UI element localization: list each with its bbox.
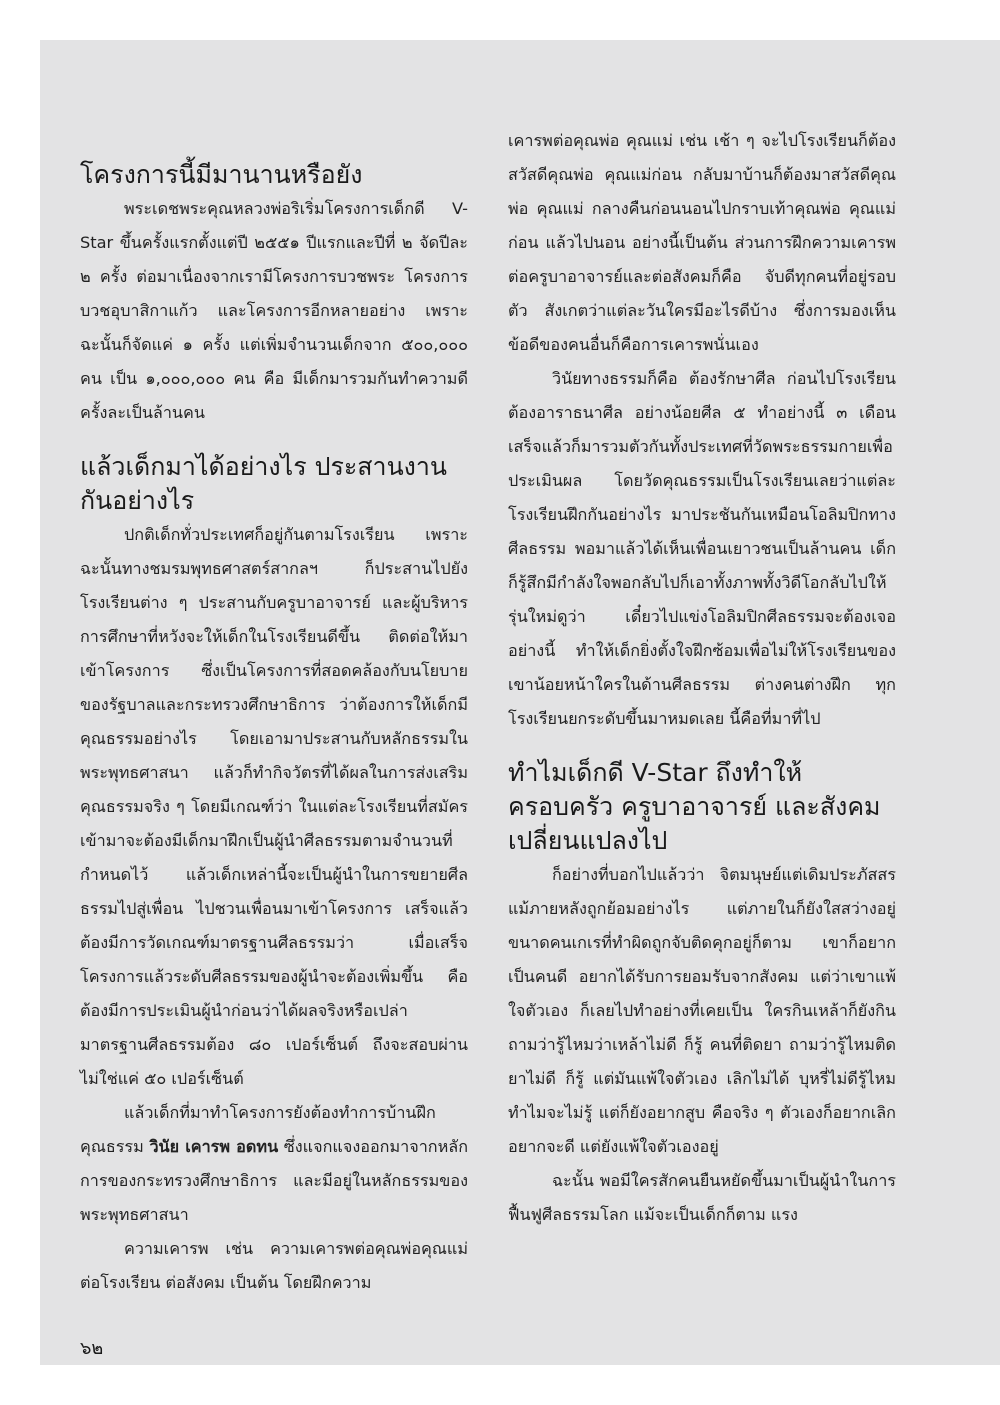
paragraph: เคารพต่อคุณพ่อ คุณแม่ เช่น เช้า ๆ จะไปโรงเรียนก็ต้องสวัสดีคุณพ่อ คุณแม่ก่อน กลับมาบ้านก็ต้องมาสวัสดีคุณพ่อ คุณแม่ กลางคืนก่อนนอนไปกราบเท้าคุณพ่อ คุณแม่ก่อน แล้วไปนอน อย่างนี้เป็นต้น ส่วนการฝึกความเคารพต่อครูบาอาจารย์และต่อสังคมก็คือ จับดีทุกคนที่อยู่รอบตัว สังเกตว่าแต่ละวันใครมีอะไรดีบ้าง ซึ่งการมองเห็นข้อดีของคนอื่นก็คือการเคารพนั่นเอง (508, 131, 896, 354)
paragraph (80, 1096, 468, 1232)
paragraph: ก็อย่างที่บอกไปแล้วว่า จิตมนุษย์แต่เดิมประภัสสร แม้ภายหลังถูกย้อมอย่างไร แต่ภายในก็ยังใสสว่างอยู่ ขนาดคนเกเรที่ทำผิดถูกจับติดคุกอยู่ก็ตาม เขาก็อยากเป็นคนดี อยากได้รับการยอมรับจากสังคม แต่ว่าเขาแพ้ใจตัวเอง ก็เลยไปทำอย่างที่เคยเป็น ใครกินเหล้าก็ยังกิน ถามว่ารู้ไหมว่าเหล้าไม่ดี ก็รู้ คนที่ติดยา ถามว่ารู้ไหมติดยาไม่ดี ก็รู้ แต่มันแพ้ใจตัวเอง เลิกไม่ได้ บุหรี่ไม่ดีรู้ไหม ทำไมจะไม่รู้ แต่ก็ยังอยากสูบ คือจริง ๆ ตัวเองก็อยากเลิก อยากจะดี แต่ยังแพ้ใจตัวเองอยู่ (508, 865, 896, 1156)
paragraph: ฉะนั้น พอมีใครสักคนยืนหยัดขึ้นมาเป็นผู้นำในการฟื้นฟูศีลธรรมโลก แม้จะเป็นเด็กก็ตาม แรง (508, 1171, 896, 1224)
emphasis-text: วินัย เคารพ อดทน (149, 1137, 279, 1156)
paragraph: วินัยทางธรรมก็คือ ต้องรักษาศีล ก่อนไปโรงเรียนต้องอาราธนาศีล อย่างน้อยศีล ๕ ทำอย่างนี้ ๓ เดือน เสร็จแล้วก็มารวมตัวกันทั้งประเทศที่วัดพระธรรมกายเพื่อประเมินผล โดยวัดคุณธรรมเป็นโรงเรียนเลยว่าแต่ละโรงเรียนฝึกกันอย่างไร มาประชันกันเหมือนโอลิมปิกทางศีลธรรม พอมาแล้วได้เห็นเพื่อนเยาวชนเป็นล้านคน เด็กก็รู้สึกมีกำลังใจพอกลับไปก็เอาทั้งภาพทั้งวิดีโอกลับไปให้รุ่นใหม่ดูว่า เดี๋ยวไปแข่งโอลิมปิกศีลธรรมจะต้องเจออย่างนี้ ทำให้เด็กยิ่งตั้งใจฝึกซ้อมเพื่อไม่ให้โรงเรียนของเขาน้อยหน้าใครในด้านศีลธรรม ต่างคนต่างฝึก ทุกโรงเรียนยกระดับขึ้นมาหมดเลย นี้คือที่มาที่ไป (508, 369, 896, 728)
heading-how-children-come: แล้วเด็กมาได้อย่างไร ประสานงานกันอย่างไร (80, 452, 448, 515)
right-column (508, 124, 896, 1232)
heading-project-history: โครงการนี้มีมานานหรือยัง (80, 160, 363, 189)
heading-why-vstar-changes: ทำไมเด็กดี V-Star ถึงทำให้ครอบครัว ครูบาอาจารย์ และสังคมเปลี่ยนแปลงไป (508, 758, 881, 855)
page-number: ๖๒ (80, 1338, 104, 1359)
document-page (40, 40, 1000, 1365)
paragraph: พระเดชพระคุณหลวงพ่อริเริ่มโครงการเด็กดี V-Star ขึ้นครั้งแรกตั้งแต่ปี ๒๕๕๑ ปีแรกและปีที่ ๒ จัดปีละ ๒ ครั้ง ต่อมาเนื่องจากเรามีโครงการบวชพระ โครงการบวชอุบาสิกาแก้ว และโครงการอีกหลายอย่าง เพราะฉะนั้นก็จัดแค่ ๑ ครั้ง แต่เพิ่มจำนวนเด็กจาก ๕๐๐,๐๐๐ คน เป็น ๑,๐๐๐,๐๐๐ คน คือ มีเด็กมารวมกันทำความดีครั้งละเป็นล้านคน (80, 199, 468, 422)
paragraph-text: ซึ่งแจกแจงออกมาจากหลักการของกระทรวงศึกษาธิการ และมีอยู่ในหลักธรรมของพระพุทธศาสนา (80, 1137, 468, 1224)
paragraph-text: แล้วเด็กที่มาทำโครงการยังต้องทำการบ้านฝึกคุณธรรม (80, 1103, 436, 1156)
paragraph: ความเคารพ เช่น ความเคารพต่อคุณพ่อคุณแม่ ต่อโรงเรียน ต่อสังคม เป็นต้น โดยฝึกความ (80, 1239, 468, 1292)
left-column (80, 158, 468, 1300)
paragraph: ปกติเด็กทั่วประเทศก็อยู่กันตามโรงเรียน เพราะฉะนั้นทางชมรมพุทธศาสตร์สากลฯ ก็ประสานไปยังโรงเรียนต่าง ๆ ประสานกับครูบาอาจารย์ และผู้บริหารการศึกษาที่หวังจะให้เด็กในโรงเรียนดีขึ้น ติดต่อให้มาเข้าโครงการ ซึ่งเป็นโครงการที่สอดคล้องกับนโยบายของรัฐบาลและกระทรวงศึกษาธิการ ว่าต้องการให้เด็กมีคุณธรรมอย่างไร โดยเอามาประสานกับหลักธรรมในพระพุทธศาสนา แล้วก็ทำกิจวัตรที่ได้ผลในการส่งเสริมคุณธรรมจริง ๆ โดยมีเกณฑ์ว่า ในแต่ละโรงเรียนที่สมัครเข้ามาจะต้องมีเด็กมาฝึกเป็นผู้นำศีลธรรมตามจำนวนที่กำหนดไว้ แล้วเด็กเหล่านี้จะเป็นผู้นำในการขยายศีลธรรมไปสู่เพื่อน ไปชวนเพื่อนมาเข้าโครงการ เสร็จแล้วต้องมีการวัดเกณฑ์มาตรฐานศีลธรรมว่า เมื่อเสร็จโครงการแล้วระดับศีลธรรมของผู้นำจะต้องเพิ่มขึ้น คือ ต้องมีการประเมินผู้นำก่อนว่าได้ผลจริงหรือเปล่า มาตรฐานศีลธรรมต้อง ๘๐ เปอร์เซ็นต์ ถึงจะสอบผ่าน ไม่ใช่แค่ ๕๐ เปอร์เซ็นต์ (80, 525, 468, 1088)
